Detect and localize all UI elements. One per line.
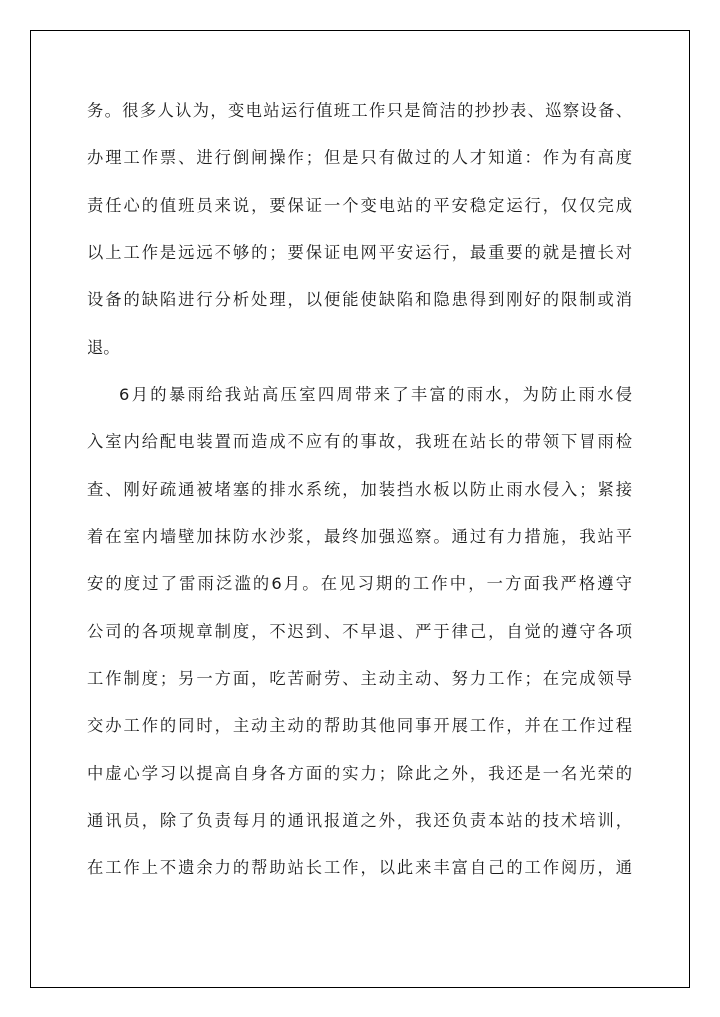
text-line: 查、刚好疏通被堵塞的排水系统，加装挡水板以防止雨水侵入；紧接 xyxy=(87,480,632,499)
text-line: 中虚心学习以提高自身各方面的实力；除此之外，我还是一名光荣的 xyxy=(87,764,632,783)
text-line: 退。 xyxy=(87,338,120,357)
text-line: 务。很多人认为，变电站运行值班工作只是简洁的抄抄表、巡察设备、 xyxy=(87,101,632,120)
page-border xyxy=(30,30,690,988)
text-line: 安的度过了雷雨泛滥的6月。在见习期的工作中，一方面我严格遵守 xyxy=(87,574,632,593)
text-line: 公司的各项规章制度，不迟到、不早退、严于律己，自觉的遵守各项 xyxy=(87,622,632,641)
text-line: 工作制度；另一方面，吃苦耐劳、主动主动、努力工作；在完成领导 xyxy=(87,669,632,688)
text-line: 责任心的值班员来说，要保证一个变电站的平安稳定运行，仅仅完成 xyxy=(87,196,632,215)
text-line: 入室内给配电装置而造成不应有的事故，我班在站长的带领下冒雨检 xyxy=(87,432,632,451)
text-line: 交办工作的同时，主动主动的帮助其他同事开展工作，并在工作过程 xyxy=(87,716,632,735)
text-line: 设备的缺陷进行分析处理，以便能使缺陷和隐患得到刚好的限制或消 xyxy=(87,290,632,309)
text-line: 着在室内墙壁加抹防水沙浆，最终加强巡察。通过有力措施，我站平 xyxy=(87,527,632,546)
paragraph-first-line: 6月的暴雨给我站高压室四周带来了丰富的雨水，为防止雨水侵 xyxy=(119,385,632,404)
text-line: 以上工作是远远不够的；要保证电网平安运行，最重要的就是擅长对 xyxy=(87,243,632,262)
text-line: 通讯员，除了负责每月的通讯报道之外，我还负责本站的技术培训， xyxy=(87,811,632,830)
text-line: 在工作上不遗余力的帮助站长工作，以此来丰富自己的工作阅历，通 xyxy=(87,858,632,877)
text-line: 办理工作票、进行倒闸操作；但是只有做过的人才知道：作为有高度 xyxy=(87,148,632,167)
